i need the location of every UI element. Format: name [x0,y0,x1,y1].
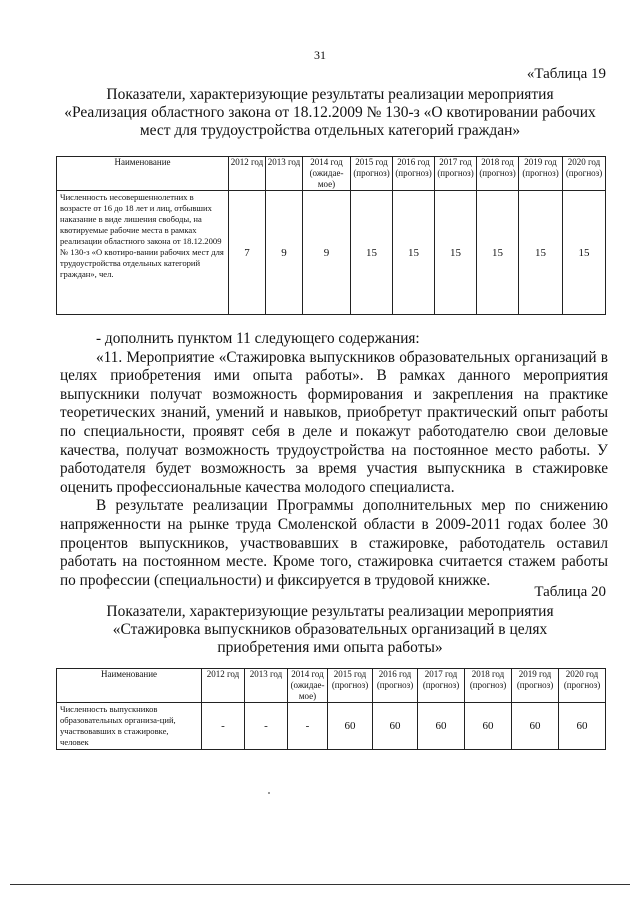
value-2018: 15 [477,191,519,315]
value-2015: 15 [351,191,393,315]
value-2014: - [288,703,328,750]
header-2015: 2015 год (прогноз) [351,157,393,191]
value-2013: - [245,703,288,750]
value-2016: 60 [373,703,418,750]
row-name: Численность выпускников образовательных организа-ций, участвовавших в стажировке, человек [57,703,202,750]
header-2016: 2016 год (прогноз) [373,669,418,703]
header-2012: 2012 год [229,157,266,191]
title-line: «Реализация областного закона от 18.12.2009 № 130-з «О квотировании рабочих [64,104,596,121]
table19-label: «Таблица 19 [526,66,606,82]
table19 [56,156,606,315]
row-name: Численность несовершеннолетних в возрасте от 16 до 18 лет и лиц, отбывших наказание в виде лишения свободы, на квотируемые рабочие места в рамках реализации областного закона от 18.12.2009 № 130-з «О квотиро-вании рабочих мест для трудоустройства отдельных категорий граждан», чел. [57,191,229,315]
value-2019: 15 [519,191,563,315]
table19-header-row [57,157,606,191]
add-item-text: - дополнить пунктом 11 следующего содержания: [96,330,420,347]
header-2018: 2018 год (прогноз) [477,157,519,191]
table19-title [40,86,620,140]
header-2020: 2020 год (прогноз) [563,157,606,191]
value-2018: 60 [465,703,512,750]
header-2013: 2013 год [266,157,303,191]
value-2015: 60 [328,703,373,750]
header-2013: 2013 год [245,669,288,703]
paragraph-2: В результате реализации Программы дополнительных мер по снижению напряженности на рынке труда Смоленской области в 2009-2011 годах более 30 процентов выпускников, участвовавших в стажировке, работодатель оставил работать на постоянном месте. Кроме того, стажировка считается стажем работы по профессии (специальности) и фиксируется в трудовой книжке. [60,497,608,589]
header-name: Наименование [57,157,229,191]
header-2012: 2012 год [202,669,245,703]
header-2014: 2014 год (ожидае-мое) [303,157,351,191]
header-2017: 2017 год (прогноз) [418,669,465,703]
body-text [60,330,608,590]
header-name: Наименование [57,669,202,703]
table20-title [40,603,620,657]
header-2015: 2015 год (прогноз) [328,669,373,703]
value-2013: 9 [266,191,303,315]
value-2019: 60 [512,703,559,750]
value-2014: 9 [303,191,351,315]
header-2020: 2020 год (прогноз) [559,669,606,703]
header-2016: 2016 год (прогноз) [393,157,435,191]
table20-header-row [57,669,606,703]
paragraph-1: «11. Мероприятие «Стажировка выпускников образовательных организаций в целях приобретения ими опыта работы». В рамках данного мероприятия выпускники получат возможность формирования и закрепления на практике теоретических знаний, умений и навыков, приобретут практический опыт работы по специальности, проявят себя в деле и покажут работодателю свои деловые качества, получат возможность трудоустройства на постоянное место работы. У работодателя будет возможность за время участия выпускника в стажировке оценить профессиональные качества молодого специалиста. [60,348,608,496]
scan-speck [268,792,270,794]
table-row [57,703,606,750]
title-line: «Стажировка выпускников образовательных организаций в целях [112,621,548,638]
table-row [57,191,606,315]
value-2017: 15 [435,191,477,315]
header-2017: 2017 год (прогноз) [435,157,477,191]
header-2019: 2019 год (прогноз) [519,157,563,191]
header-2018: 2018 год (прогноз) [465,669,512,703]
value-2020: 60 [559,703,606,750]
title-line: Показатели, характеризующие результаты реализации мероприятия [106,603,554,620]
bottom-rule [10,884,630,885]
value-2012: 7 [229,191,266,315]
page-number: 31 [314,48,326,62]
value-2016: 15 [393,191,435,315]
header-2019: 2019 год (прогноз) [512,669,559,703]
value-2020: 15 [563,191,606,315]
value-2012: - [202,703,245,750]
table20-label: Таблица 20 [534,584,606,600]
header-2014: 2014 год (ожидае-мое) [288,669,328,703]
value-2017: 60 [418,703,465,750]
title-line: приобретения ими опыта работы» [217,639,443,656]
title-line: мест для трудоустройства отдельных категорий граждан» [139,122,521,139]
table20 [56,668,606,750]
title-line: Показатели, характеризующие результаты реализации мероприятия [106,86,554,103]
